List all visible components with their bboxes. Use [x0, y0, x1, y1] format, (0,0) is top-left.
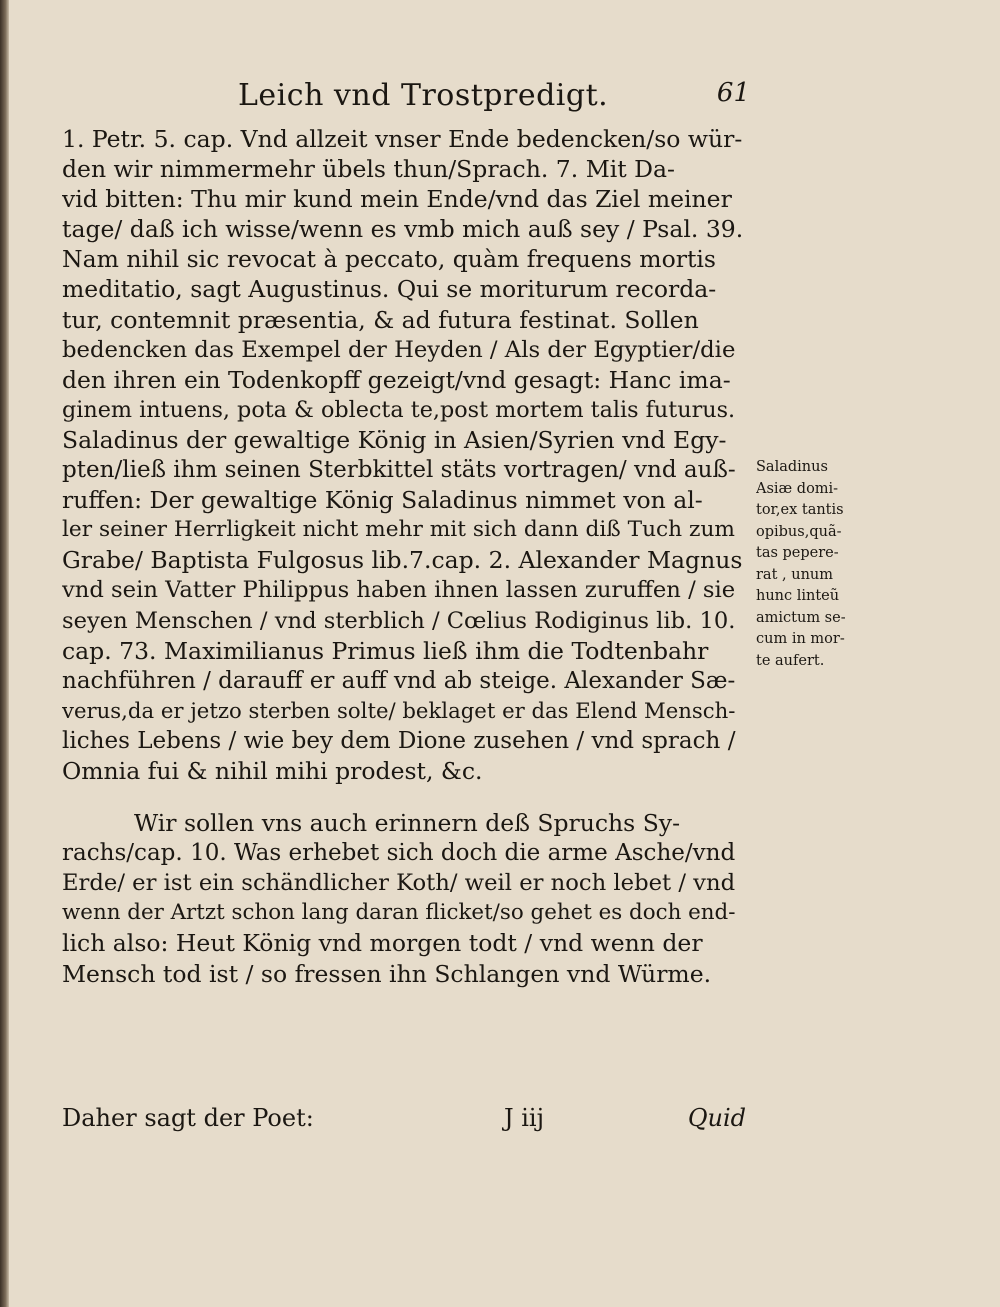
text-line: Nam nihil sic revocat à peccato, quàm frequens mortis	[62, 245, 716, 274]
text-line: pten/ließ ihm seinen Sterbkittel stäts vortragen/ vnd auß-	[62, 457, 736, 484]
margin-note-line: cum in mor-	[756, 631, 845, 647]
text-line: lich also: Heut König vnd morgen todt / vnd wenn der	[62, 929, 703, 958]
page-header	[60, 78, 750, 118]
text-line: cap. 73. Maximilianus Primus ließ ihm die Todtenbahr	[62, 636, 709, 665]
text-line: Saladinus der gewaltige König in Asien/Syrien vnd Egy-	[62, 425, 727, 454]
margin-note-line: te aufert.	[756, 652, 825, 669]
text-line: den wir nimmermehr übels thun/Sprach. 7. Mit Da-	[62, 155, 675, 184]
running-title: Leich vnd Trostpredigt.	[238, 78, 609, 113]
text-line: Erde/ er ist ein schändlicher Koth/ weil er noch lebet / vnd	[62, 870, 736, 897]
text-line: Omnia fui & nihil mihi prodest, &c.	[62, 756, 483, 785]
text-line: wenn der Artzt schon lang daran flicket/so gehet es doch end-	[62, 900, 736, 926]
margin-note-line: Saladinus	[756, 459, 828, 475]
text-line: Wir sollen vns auch erinnern deß Spruchs Sy-	[134, 809, 681, 838]
margin-note-line: opibus,quã-	[756, 523, 842, 540]
text-line: bedencken das Exempel der Heyden / Als der Egyptier/die	[62, 336, 736, 363]
page-number: 61	[716, 78, 750, 108]
page-edge-shadow	[0, 0, 9, 1307]
catchword: Quid	[687, 1104, 746, 1132]
margin-note-line: Asiæ domi-	[756, 480, 839, 497]
text-line: ruffen: Der gewaltige König Saladinus nimmet von al-	[62, 486, 703, 515]
text-line: Mensch tod ist / so fressen ihn Schlangen vnd Würme.	[62, 959, 712, 988]
text-line: meditatio, sagt Augustinus. Qui se moriturum recorda-	[62, 275, 717, 304]
margin-note-line: tor,ex tantis	[756, 502, 844, 518]
text-line: tage/ daß ich wisse/wenn es vmb mich auß sey / Psal. 39.	[62, 215, 744, 244]
page-footer-line	[62, 1104, 746, 1138]
text-line: Daher sagt der Poet:	[62, 1104, 314, 1132]
text-line: 1. Petr. 5. cap. Vnd allzeit vnser Ende bedencken/so wür-	[62, 125, 743, 153]
paragraph-break	[62, 786, 746, 808]
margin-note	[756, 457, 856, 672]
text-line: vnd sein Vatter Philippus haben ihnen lassen zuruffen / sie	[62, 577, 736, 604]
text-line: vid bitten: Thu mir kund mein Ende/vnd das Ziel meiner	[62, 185, 732, 214]
text-line: den ihren ein Todenkopff gezeigt/vnd gesagt: Hanc ima-	[62, 365, 731, 394]
text-line: verus,da er jetzo sterben solte/ beklaget er das Elend Mensch-	[62, 697, 736, 723]
text-line: tur, contemnit præsentia, & ad futura festinat. Sollen	[62, 305, 699, 334]
text-line: ginem intuens, pota & oblecta te,post mortem talis futurus.	[62, 396, 736, 423]
margin-note-line: tas pepere-	[756, 545, 839, 561]
main-text	[62, 124, 746, 989]
margin-note-line: rat , unum	[756, 566, 833, 583]
text-line: seyen Menschen / vnd sterblich / Cœlius Rodiginus lib. 10.	[62, 607, 736, 634]
text-line: liches Lebens / wie bey dem Dione zusehen / vnd sprach /	[62, 727, 736, 754]
margin-note-line: amictum se-	[756, 609, 846, 626]
margin-note-line: hunc linteũ	[756, 588, 840, 604]
text-line: nachführen / darauff er auff vnd ab steige. Alexander Sæ-	[62, 667, 736, 694]
signature-mark: J iij	[504, 1104, 545, 1132]
text-line: Grabe/ Baptista Fulgosus lib.7.cap. 2. Alexander Magnus	[62, 546, 743, 575]
text-line: rachs/cap. 10. Was erhebet sich doch die arme Asche/vnd	[62, 840, 736, 867]
text-line: ler seiner Herrligkeit nicht mehr mit sich dann diß Tuch zum	[62, 517, 735, 543]
